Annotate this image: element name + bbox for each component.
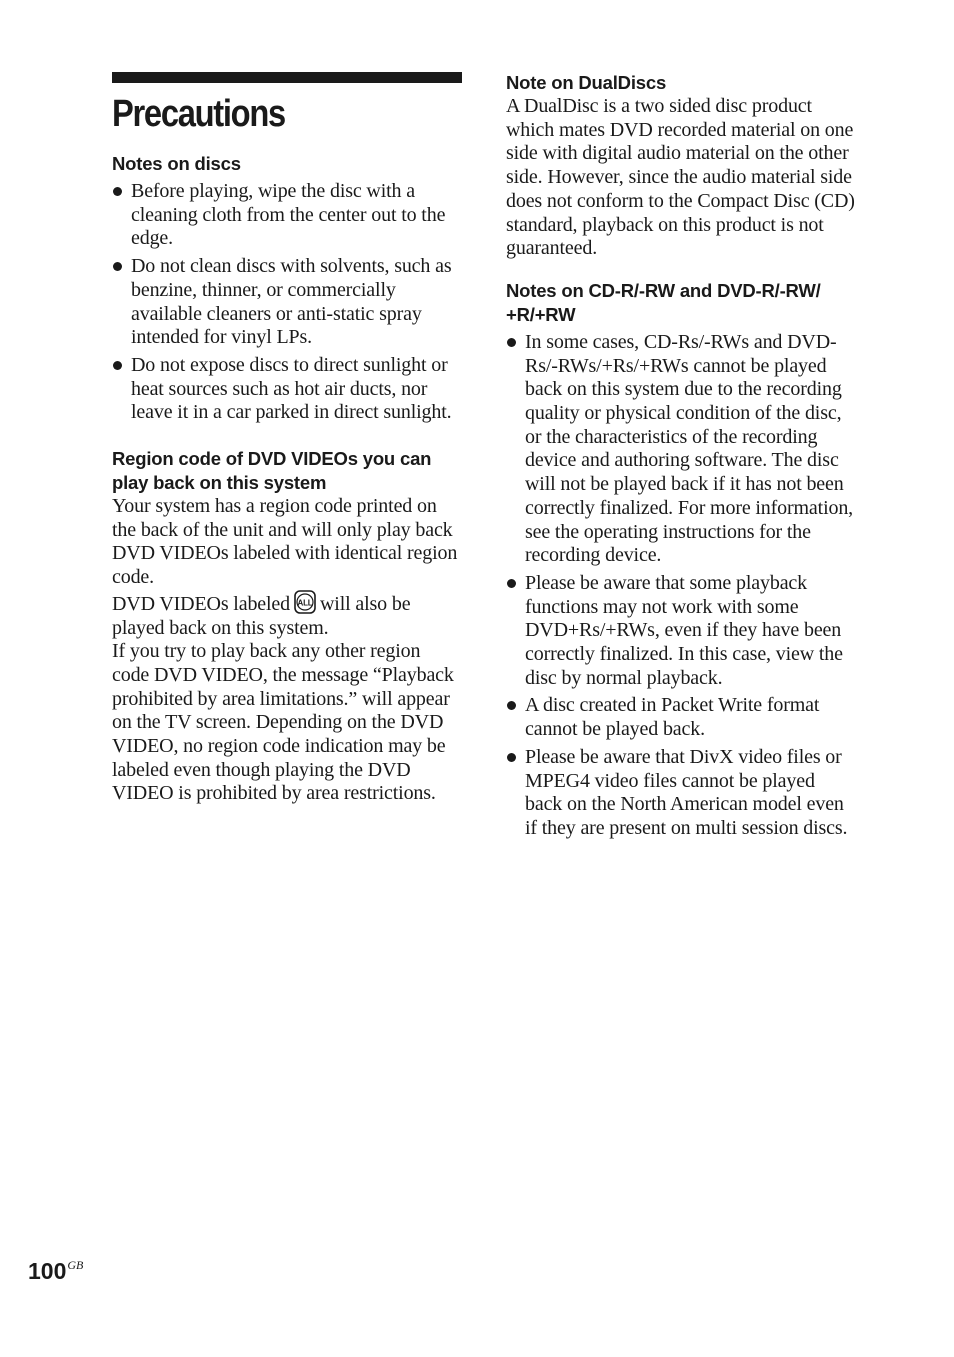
cdr-list xyxy=(506,331,856,841)
cdr-heading: Notes on CD-R/-RW and DVD-R/-RW/ +R/+RW xyxy=(506,279,821,325)
list-item: Do not clean discs with solvents, such as benzine, thinner, or commercially available cleaners or anti-static spray intended for vinyl LPs. xyxy=(112,255,462,350)
page-suffix: GB xyxy=(67,1258,84,1272)
dualdisc-paragraph: A DualDisc is a two sided disc product which mates DVD recorded material on one side with digital audio material on the other side. However, since the audio material side does not conform to the Compact Disc (CD) standard, playback on this product is not guaranteed. xyxy=(506,95,855,260)
list-item: Before playing, wipe the disc with a cleaning cloth from the center out to the edge. xyxy=(112,180,462,251)
region-all-globe-icon xyxy=(294,590,316,614)
region-code-paragraph-2: DVD VIDEOs labeled ALL will also be played back on this system. xyxy=(112,590,462,640)
region-code-paragraph-3: If you try to play back any other region code DVD VIDEO, the message “Playback prohibited by area limitations.” will appear on the TV screen. Depending on the DVD VIDEO, no region code indication may be labeled even though playing the DVD VIDEO is prohibited by area restrictions. xyxy=(112,640,454,805)
region-code-paragraph-1: Your system has a region code printed on the back of the unit and will only play back DVD VIDEOs labeled with identical region code. xyxy=(112,495,458,589)
list-item: In some cases, CD-Rs/-RWs and DVD-Rs/-RWs/+Rs/+RWs cannot be played back on this system due to the recording quality or physical condition of the disc, or the characteristics of the recording device and authoring software. The disc will not be played back if it has not been correctly finalized. For more information, see the operating instructions for the recording device. xyxy=(506,331,856,568)
bullet-icon xyxy=(507,753,516,762)
list-item: A disc created in Packet Write format cannot be played back. xyxy=(506,694,856,741)
page-title: Precautions xyxy=(112,93,285,135)
list-item: Do not expose discs to direct sunlight or heat sources such as hot air ducts, nor leave it in a car parked in direct sunlight. xyxy=(112,354,462,425)
bullet-icon xyxy=(113,187,122,196)
title-rule xyxy=(112,72,462,83)
bullet-icon xyxy=(113,361,122,370)
notes-on-discs-list xyxy=(112,180,462,425)
list-item: Please be aware that some playback functions may not work with some DVD+Rs/+RWs, even if they have been correctly finalized. In this case, view the disc by normal playback. xyxy=(506,572,856,691)
bullet-icon xyxy=(113,262,122,271)
bullet-icon xyxy=(507,338,516,347)
page-number: $100^{GB}$ xyxy=(28,1258,84,1284)
list-item: Please be aware that DivX video files or MPEG4 video files cannot be played back on the North American model even if they are present on multi session discs. xyxy=(506,746,856,841)
bullet-icon xyxy=(507,579,516,588)
notes-on-discs-heading: Notes on discs xyxy=(112,153,241,174)
right-content xyxy=(506,71,856,845)
dualdisc-heading: Note on DualDiscs xyxy=(506,72,667,93)
left-content xyxy=(112,152,462,806)
svg-text:ALL: ALL xyxy=(297,598,313,608)
bullet-icon xyxy=(507,701,516,710)
region-code-heading: Region code of DVD VIDEOs you can play back on this system xyxy=(112,448,432,494)
